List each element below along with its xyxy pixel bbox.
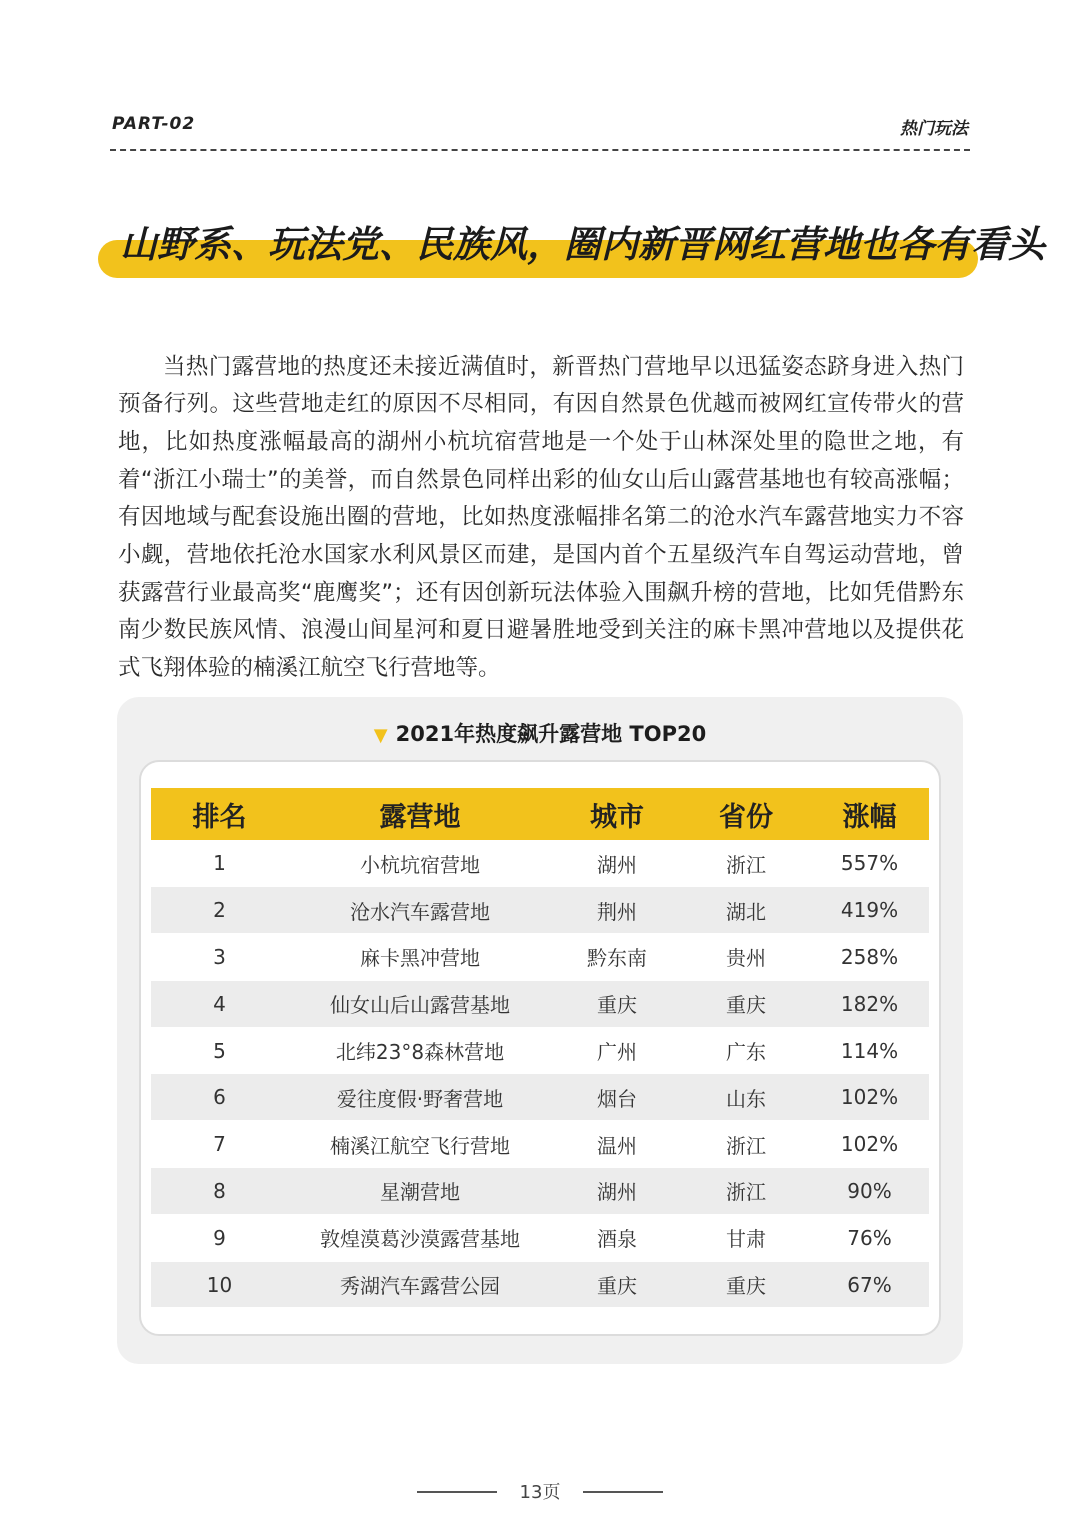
- cell-province: 浙江: [682, 1168, 810, 1215]
- footer-rule-right: [583, 1491, 663, 1493]
- cell-rank: 3: [151, 934, 288, 981]
- cell-city: 湖州: [552, 1168, 682, 1215]
- cell-city: 重庆: [552, 1261, 682, 1308]
- header-city: 城市: [590, 801, 644, 833]
- cell-city: 黔东南: [552, 934, 682, 981]
- table-header-row: [151, 788, 929, 840]
- header-growth: 涨幅: [842, 801, 897, 833]
- cell-city: 湖州: [552, 840, 682, 887]
- table-row: [151, 934, 929, 981]
- part-label: PART-02: [112, 114, 196, 134]
- cell-rank: 7: [151, 1121, 288, 1168]
- cell-rank: 2: [151, 887, 288, 934]
- cell-campsite: 星潮营地: [288, 1168, 552, 1215]
- cell-growth: 76%: [810, 1214, 929, 1261]
- cell-campsite: 北纬23°8森林营地: [288, 1027, 552, 1074]
- header-divider: [110, 149, 970, 151]
- cell-city: 烟台: [552, 1074, 682, 1121]
- cell-rank: 8: [151, 1168, 288, 1215]
- header-rank: 排名: [192, 801, 247, 833]
- cell-city: 温州: [552, 1121, 682, 1168]
- cell-campsite: 仙女山后山露营基地: [288, 980, 552, 1027]
- table-title: [0, 718, 1080, 748]
- cell-city: 荆州: [552, 887, 682, 934]
- cell-rank: 4: [151, 980, 288, 1027]
- cell-campsite: 爱往度假·野奢营地: [288, 1074, 552, 1121]
- cell-rank: 6: [151, 1074, 288, 1121]
- cell-growth: 102%: [810, 1121, 929, 1168]
- table-title-text: 2021年热度飙升露营地 TOP20: [395, 722, 707, 746]
- cell-province: 广东: [682, 1027, 810, 1074]
- cell-rank: 10: [151, 1261, 288, 1308]
- cell-campsite: 沧水汽车露营地: [288, 887, 552, 934]
- cell-growth: 258%: [810, 934, 929, 981]
- body-paragraph: 当热门露营地的热度还未接近满值时，新晋热门营地早以迅猛姿态跻身进入热门预备行列。这些营地走红的原因不尽相同，有因自然景色优越而被网红宣传带火的营地，比如热度涨幅最高的湖州小杭坑宿营地是一个处于山林深处里的隐世之地，有着“浙江小瑞士”的美誉，而自然景色同样出彩的仙女山后山露营基地也有较高涨幅；有因地域与配套设施出圈的营地，比如热度涨幅排名第二的沧水汽车露营地实力不容小觑，营地依托沧水国家水利风景区而建，是国内首个五星级汽车自驾运动营地，曾获露营行业最高奖“鹿鹰奖”；还有因创新玩法体验入围飙升榜的营地，比如凭借黔东南少数民族风情、浪漫山间星河和夏日避暑胜地受到关注的麻卡黑冲营地以及提供花式飞翔体验的楠溪江航空飞行营地等。: [118, 353, 964, 682]
- cell-city: 广州: [552, 1027, 682, 1074]
- page-title: 山野系、玩法党、民族风，圈内新晋网红营地也各有看头: [120, 223, 1045, 266]
- cell-province: 贵州: [682, 934, 810, 981]
- page-number: 13页: [519, 1482, 561, 1503]
- table-row: [151, 1074, 929, 1121]
- table-row: [151, 840, 929, 887]
- cell-growth: 419%: [810, 887, 929, 934]
- table-row: [151, 1168, 929, 1215]
- cell-growth: 102%: [810, 1074, 929, 1121]
- cell-province: 重庆: [682, 980, 810, 1027]
- table-row: [151, 1214, 929, 1261]
- cell-province: 浙江: [682, 840, 810, 887]
- table-row: [151, 1261, 929, 1308]
- cell-rank: 9: [151, 1214, 288, 1261]
- cell-growth: 557%: [810, 840, 929, 887]
- cell-campsite: 敦煌漠葛沙漠露营基地: [288, 1214, 552, 1261]
- triangle-down-icon: ▼: [373, 725, 388, 746]
- table-row: [151, 1121, 929, 1168]
- header-campsite: 露营地: [379, 801, 461, 833]
- table-row: [151, 887, 929, 934]
- header-province: 省份: [719, 801, 773, 833]
- cell-province: 重庆: [682, 1261, 810, 1308]
- cell-campsite: 楠溪江航空飞行营地: [288, 1121, 552, 1168]
- cell-province: 湖北: [682, 887, 810, 934]
- cell-city: 酒泉: [552, 1214, 682, 1261]
- cell-growth: 114%: [810, 1027, 929, 1074]
- cell-province: 山东: [682, 1074, 810, 1121]
- table-row: [151, 1027, 929, 1074]
- cell-province: 甘肃: [682, 1214, 810, 1261]
- cell-growth: 182%: [810, 980, 929, 1027]
- cell-growth: 67%: [810, 1261, 929, 1308]
- cell-rank: 5: [151, 1027, 288, 1074]
- cell-growth: 90%: [810, 1168, 929, 1215]
- ranking-table: [151, 788, 929, 1308]
- table-row: [151, 980, 929, 1027]
- cell-campsite: 秀湖汽车露营公园: [288, 1261, 552, 1308]
- cell-campsite: 麻卡黑冲营地: [288, 934, 552, 981]
- section-label: 热门玩法: [900, 119, 968, 139]
- cell-rank: 1: [151, 840, 288, 887]
- cell-campsite: 小杭坑宿营地: [288, 840, 552, 887]
- cell-province: 浙江: [682, 1121, 810, 1168]
- cell-city: 重庆: [552, 980, 682, 1027]
